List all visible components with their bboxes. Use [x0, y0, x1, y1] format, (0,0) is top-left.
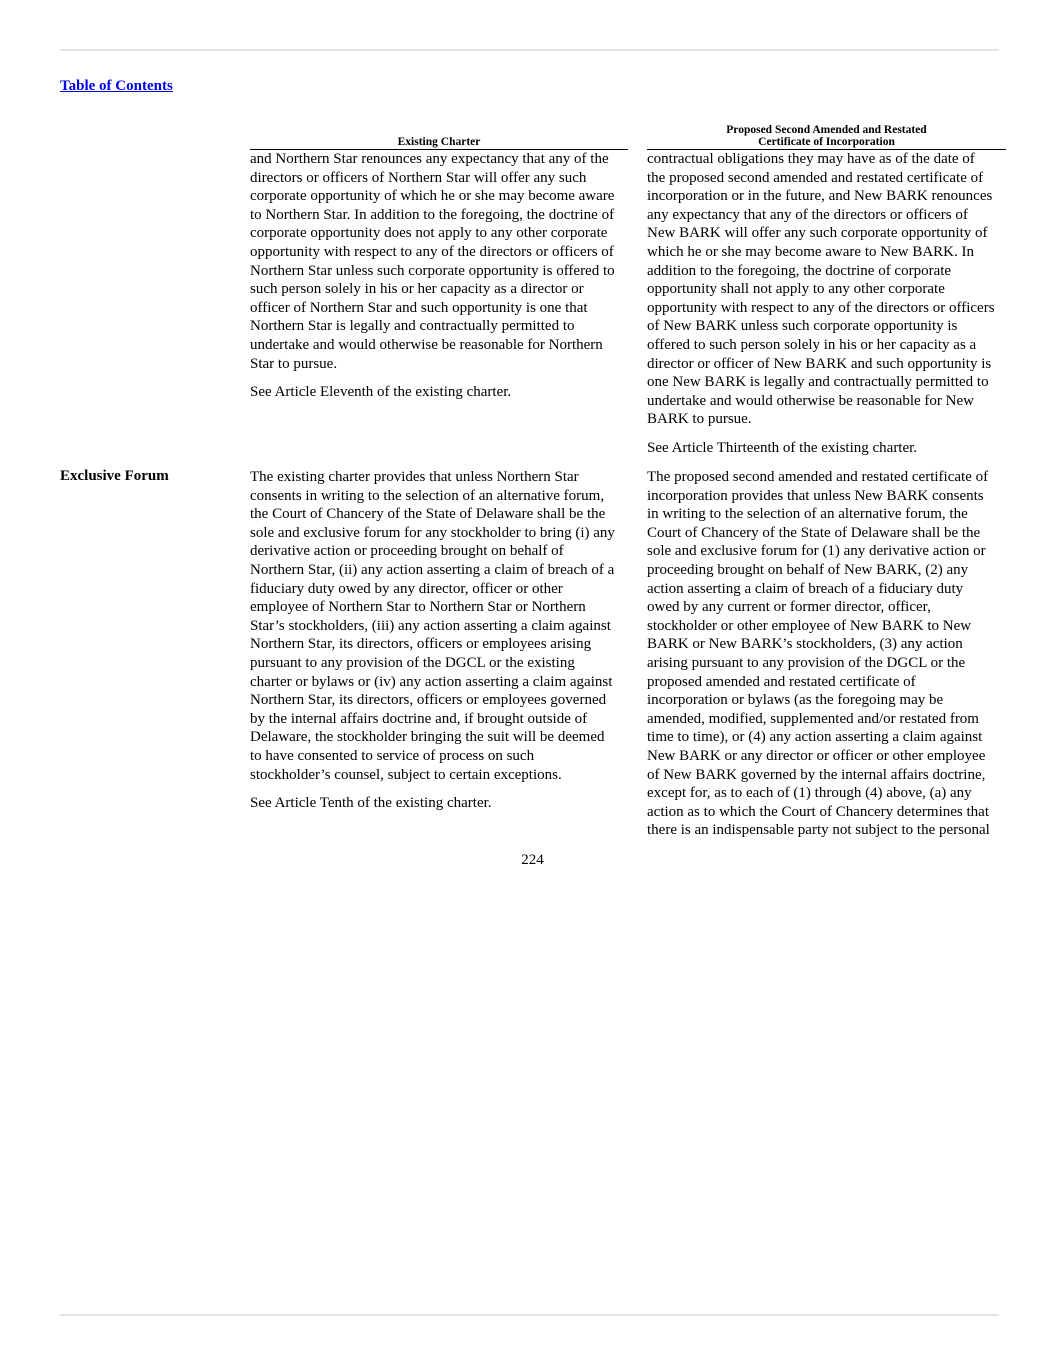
text-line: derivative action or proceeding brought on behalf of — [250, 543, 564, 560]
text-line: contractual obligations they may have as of the date of — [647, 151, 975, 167]
text-line: any expectancy that any of the directors or officers of — [647, 206, 968, 223]
text-line: incorporation or in the future, and New BARK renounces — [647, 188, 993, 205]
text-line: opportunity with respect to any of the directors or officers of — [250, 243, 614, 260]
text-line: undertake and would otherwise be reasonable for New — [647, 392, 974, 409]
text-line: Star to pursue. — [250, 355, 338, 372]
text-line: director or officer of New BARK and such opportunity is — [647, 355, 992, 372]
text-line: Northern Star is legally and contractually permitted to — [250, 318, 575, 335]
column-header-existing — [250, 136, 628, 150]
page-number: 224 — [521, 852, 544, 868]
row2-existing-cell — [250, 468, 615, 813]
text-line: amended, modified, supplemented and/or restated from — [647, 710, 979, 727]
text-line: owed by any current or former director, officer, — [647, 599, 931, 616]
text-line: pursuant to any provision of the DGCL or the existing — [250, 654, 575, 671]
text-line: action as to which the Court of Chancery determines that — [647, 803, 989, 820]
text-line: Northern Star unless such corporate opportunity is offered to — [250, 262, 615, 279]
text-line: consents in writing to the selection of an alternative forum, — [250, 487, 605, 504]
text-line: by the internal affairs doctrine and, if brought outside of — [250, 710, 588, 727]
text-line: there is an indispensable party not subject to the personal — [647, 822, 990, 839]
text-line: officer of Northern Star and such opportunity is one that — [250, 299, 588, 316]
text-line: in writing to the selection of an alternative forum, the — [647, 506, 968, 523]
text-line: Delaware, the stockholder bringing the suit will be deemed — [250, 729, 605, 746]
row2-proposed-cell — [647, 468, 990, 840]
row-label-exclusive-forum: Exclusive Forum — [60, 468, 169, 484]
text-line: New BARK or any director or officer or other employee — [647, 747, 986, 764]
text-line: to have consented to service of process on such — [250, 747, 535, 764]
text-line: action asserting a claim of breach of a fiduciary duty — [647, 580, 964, 597]
top-divider — [60, 49, 999, 51]
text-line: one New BARK is legally and contractually permitted to — [647, 374, 989, 391]
text-line: The existing charter provides that unless Northern Star — [250, 469, 579, 485]
table-of-contents-link[interactable]: Table of Contents — [60, 78, 173, 94]
column-header-proposed-line1: Proposed Second Amended and Restated — [726, 124, 927, 136]
text-line: offered to such person solely in his or her capacity as a — [647, 336, 977, 353]
row1-existing-cell — [250, 150, 615, 402]
text-line: New BARK will offer any such corporate opportunity of — [647, 225, 988, 242]
text-line: time to time), or (4) any action asserting a claim against — [647, 729, 983, 746]
text-line: which he or she may become aware to New BARK. In — [647, 243, 974, 260]
text-line: BARK or New BARK’s stockholders, (3) any action — [647, 636, 963, 653]
text-line: stockholder or other employee of New BARK to New — [647, 617, 972, 634]
see-article-reference: See Article Thirteenth of the existing charter. — [647, 439, 918, 456]
bottom-divider — [60, 1314, 999, 1316]
text-line: Northern Star, (ii) any action asserting a claim of breach of a — [250, 561, 615, 578]
text-line: Court of Chancery of the State of Delaware shall be the — [647, 524, 981, 541]
text-line: such person solely in his or her capacity as a director or — [250, 281, 584, 298]
text-line: opportunity with respect to any of the directors or officers — [647, 299, 995, 316]
text-line: The proposed second amended and restated certificate of — [647, 469, 989, 485]
text-line: proceeding brought on behalf of New BARK, (2) any — [647, 561, 969, 578]
text-line: stockholder’s counsel, subject to certain exceptions. — [250, 766, 562, 783]
text-line: of New BARK unless such corporate opportunity is — [647, 318, 958, 335]
text-line: incorporation provides that unless New BARK consents — [647, 487, 984, 504]
text-line: except for, as to each of (1) through (4) above, (a) any — [647, 785, 972, 802]
column-header-proposed — [647, 124, 1006, 150]
row1-proposed-cell — [647, 150, 995, 458]
text-line: incorporation or bylaws (as the foregoing may be — [647, 692, 944, 709]
text-line: of New BARK governed by the internal affairs doctrine, — [647, 766, 986, 783]
text-line: the Court of Chancery of the State of Delaware shall be the — [250, 506, 606, 523]
column-header-existing-text: Existing Charter — [397, 136, 481, 148]
column-header-proposed-line2: Certificate of Incorporation — [758, 136, 895, 148]
text-line: to Northern Star. In addition to the foregoing, the doctrine of — [250, 206, 615, 223]
text-line: opportunity shall not apply to any other corporate — [647, 281, 945, 298]
text-line: charter or bylaws or (iv) any action asserting a claim against — [250, 673, 613, 690]
text-line: addition to the foregoing, the doctrine of corporate — [647, 262, 952, 279]
text-line: the proposed second amended and restated certificate of — [647, 169, 984, 186]
text-line: Star’s stockholders, (iii) any action asserting a claim against — [250, 617, 611, 634]
text-line: sole and exclusive forum for any stockholder to bring (i) any — [250, 524, 615, 541]
text-line: Northern Star, its directors, officers or employees arising — [250, 636, 592, 653]
text-line: undertake and would otherwise be reasonable for Northern — [250, 336, 603, 353]
text-line: directors or officers of Northern Star will offer any such — [250, 169, 587, 186]
text-line: and Northern Star renounces any expectancy that any of the — [250, 151, 609, 167]
see-article-reference: See Article Eleventh of the existing charter. — [250, 384, 512, 401]
text-line: fiduciary duty owed by any director, officer or other — [250, 580, 563, 597]
text-line: corporate opportunity of which he or she may become aware — [250, 188, 615, 205]
text-line: corporate opportunity does not apply to any other corporate — [250, 225, 608, 242]
text-line: employee of Northern Star to Northern Star or Northern — [250, 599, 586, 616]
see-article-reference: See Article Tenth of the existing charter. — [250, 795, 492, 812]
text-line: Northern Star, its directors, officers or employees governed — [250, 692, 607, 709]
text-line: sole and exclusive forum for (1) any derivative action or — [647, 543, 986, 560]
text-line: BARK to pursue. — [647, 411, 752, 428]
text-line: proposed amended and restated certificate of — [647, 673, 916, 690]
text-line: arising pursuant to any provision of the DGCL or the — [647, 654, 966, 671]
